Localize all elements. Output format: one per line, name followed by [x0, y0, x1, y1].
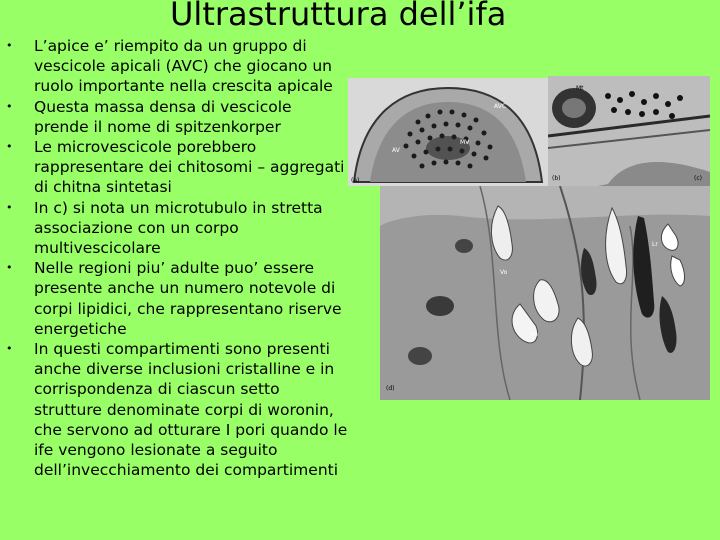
bullet-marker: • — [6, 200, 13, 214]
annotation-vo: Vo — [500, 269, 508, 276]
annotation-mt: Mt — [576, 85, 584, 92]
slide-title: Ultrastruttura dell’ifa — [170, 0, 507, 33]
bullet-text: Questa massa densa di vescicole prende il nome di spitzenkorper — [34, 97, 292, 136]
panel-label-a: (a) — [351, 177, 360, 184]
bullet-marker: • — [6, 261, 13, 275]
bullet-marker: • — [6, 39, 13, 52]
bullet-text: L’apice e’ riempito da un gruppo di vescicole apicali (AVC) che giocano un ruolo importante nella crescita apicale — [34, 37, 333, 96]
annotation-av: AV — [392, 147, 400, 154]
bullet-item — [6, 339, 351, 480]
bullet-marker: • — [6, 99, 13, 113]
bullet-list — [6, 36, 351, 480]
bullet-item — [6, 36, 351, 97]
bullet-text: In c) si nota un microtubulo in stretta associazione con un corpo multivescicolare — [34, 198, 323, 258]
bullet-text: In questi compartimenti sono presenti anche diverse inclusioni cristalline e in corrispondenza di ciascun setto strutture denominate corpi di woronin, che servono ad otturare I pori quando le ife vengono lesionate a seguito dell’invecchiamento dei compartimenti — [34, 340, 348, 480]
annotation-lr: Lr — [652, 241, 658, 248]
micrograph-a — [348, 78, 548, 186]
micrograph-d — [380, 186, 710, 400]
panel-label-d: (d) — [386, 385, 395, 392]
micrograph-c — [548, 76, 710, 186]
bullet-marker: • — [6, 140, 13, 154]
panel-label-c: (c) — [694, 175, 702, 182]
bullet-item — [6, 258, 351, 339]
bullet-marker: • — [6, 342, 13, 356]
annotation-mv: MV — [460, 139, 470, 146]
panel-label-b: (b) — [552, 175, 561, 182]
bullet-item — [6, 137, 351, 198]
bullet-text: Nelle regioni piu’ adulte puo’ essere presente anche un numero notevole di corpi lipidici, che rappresentano riserve energetiche — [34, 259, 342, 338]
bullet-text: Le microvescicole porebbero rappresentare dei chitosomi – aggregati di chitna sintetasi — [34, 138, 345, 197]
annotation-avc: AVC — [494, 103, 507, 110]
annotation-vn: Vn — [530, 331, 538, 338]
bullet-item — [6, 97, 351, 137]
bullet-item — [6, 198, 351, 259]
